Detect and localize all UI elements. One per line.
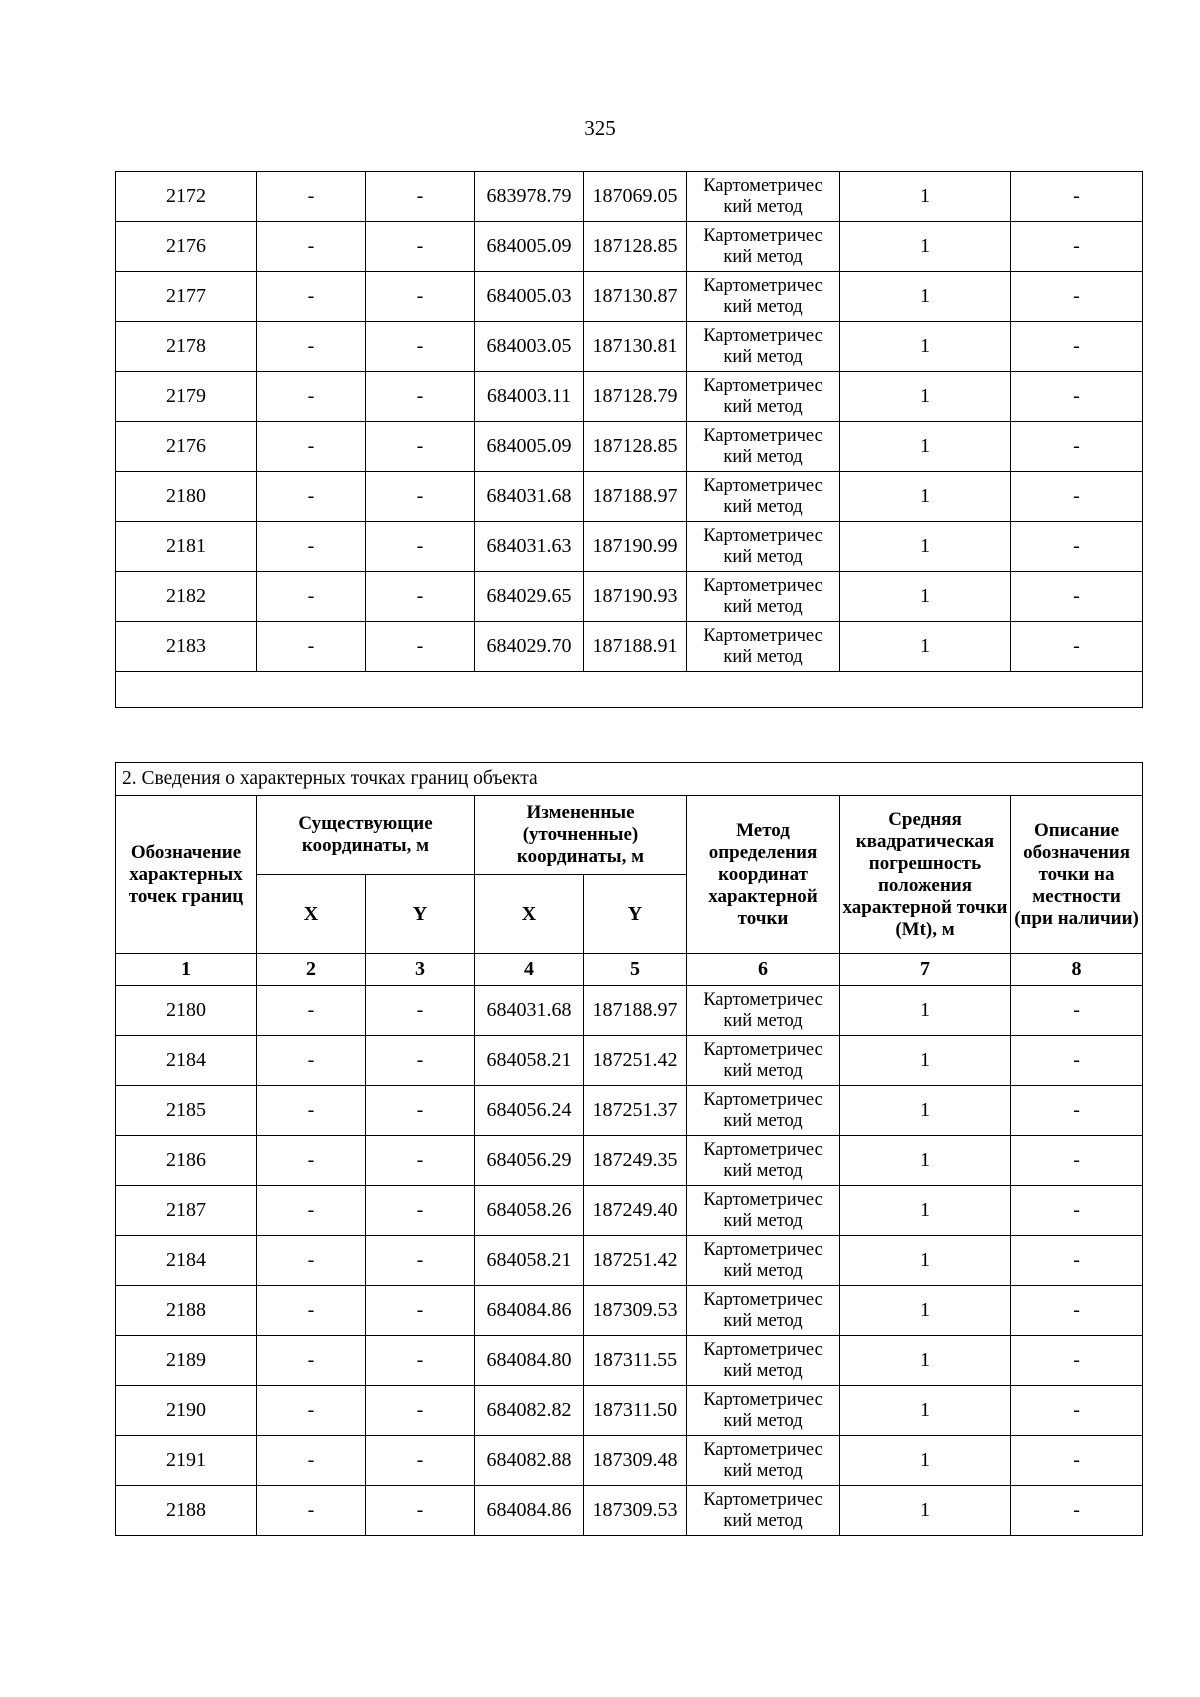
error-cell: 1 (840, 1036, 1011, 1086)
changed-x-cell: 684005.03 (475, 272, 584, 322)
method-cell: Картометричес кий метод (687, 1036, 840, 1086)
point-id-cell: 2182 (116, 572, 257, 622)
point-id-cell: 2188 (116, 1486, 257, 1536)
existing-x-cell: - (257, 572, 366, 622)
changed-y-cell: 187188.91 (584, 622, 687, 672)
method-cell: Картометричес кий метод (687, 572, 840, 622)
existing-y-cell: - (366, 1486, 475, 1536)
method-cell: Картометричес кий метод (687, 1236, 840, 1286)
error-cell: 1 (840, 222, 1011, 272)
table-row (116, 1286, 1143, 1336)
changed-x-cell: 684082.88 (475, 1436, 584, 1486)
error-cell: 1 (840, 322, 1011, 372)
changed-y-cell: 187251.37 (584, 1086, 687, 1136)
method-cell: Картометричес кий метод (687, 1386, 840, 1436)
changed-x-cell: 684031.68 (475, 986, 584, 1036)
description-cell: - (1011, 1136, 1143, 1186)
error-cell: 1 (840, 986, 1011, 1036)
table-row (116, 422, 1143, 472)
description-cell: - (1011, 522, 1143, 572)
description-cell: - (1011, 372, 1143, 422)
error-cell: 1 (840, 472, 1011, 522)
point-id-cell: 2186 (116, 1136, 257, 1186)
description-cell: - (1011, 322, 1143, 372)
changed-x-cell: 684031.68 (475, 472, 584, 522)
method-cell: Картометричес кий метод (687, 1186, 840, 1236)
column-number: 4 (475, 954, 584, 986)
table-row (116, 1036, 1143, 1086)
error-cell: 1 (840, 1336, 1011, 1386)
changed-y-cell: 187188.97 (584, 472, 687, 522)
changed-y-cell: 187128.79 (584, 372, 687, 422)
header-point-designation: Обозначение характерных точек границ (116, 796, 257, 954)
existing-y-cell: - (366, 1336, 475, 1386)
changed-y-cell: 187188.97 (584, 986, 687, 1036)
description-cell: - (1011, 422, 1143, 472)
existing-x-cell: - (257, 1386, 366, 1436)
existing-y-cell: - (366, 572, 475, 622)
existing-y-cell: - (366, 372, 475, 422)
column-number-row (116, 954, 1143, 986)
changed-x-cell: 684082.82 (475, 1386, 584, 1436)
error-cell: 1 (840, 272, 1011, 322)
existing-y-cell: - (366, 1436, 475, 1486)
method-cell: Картометричес кий метод (687, 372, 840, 422)
coordinates-table-continued (115, 171, 1143, 708)
description-cell: - (1011, 1336, 1143, 1386)
method-cell: Картометричес кий метод (687, 1286, 840, 1336)
description-cell: - (1011, 1286, 1143, 1336)
table-row (116, 272, 1143, 322)
point-id-cell: 2188 (116, 1286, 257, 1336)
table-row (116, 1236, 1143, 1286)
method-cell: Картометричес кий метод (687, 1086, 840, 1136)
point-id-cell: 2189 (116, 1336, 257, 1386)
point-id-cell: 2178 (116, 322, 257, 372)
changed-x-cell: 684056.29 (475, 1136, 584, 1186)
error-cell: 1 (840, 522, 1011, 572)
changed-x-cell: 683978.79 (475, 172, 584, 222)
boundary-points-table (115, 762, 1143, 1536)
description-cell: - (1011, 1086, 1143, 1136)
changed-x-cell: 684029.70 (475, 622, 584, 672)
description-cell: - (1011, 1036, 1143, 1086)
error-cell: 1 (840, 1436, 1011, 1486)
existing-x-cell: - (257, 1236, 366, 1286)
changed-y-cell: 187190.93 (584, 572, 687, 622)
method-cell: Картометричес кий метод (687, 1136, 840, 1186)
point-id-cell: 2176 (116, 422, 257, 472)
existing-y-cell: - (366, 522, 475, 572)
existing-x-cell: - (257, 1436, 366, 1486)
method-cell: Картометричес кий метод (687, 272, 840, 322)
changed-x-cell: 684003.11 (475, 372, 584, 422)
table-row (116, 372, 1143, 422)
changed-y-cell: 187311.50 (584, 1386, 687, 1436)
table-row (116, 622, 1143, 672)
changed-x-cell: 684005.09 (475, 222, 584, 272)
existing-y-cell: - (366, 1086, 475, 1136)
error-cell: 1 (840, 172, 1011, 222)
method-cell: Картометричес кий метод (687, 322, 840, 372)
column-number: 1 (116, 954, 257, 986)
description-cell: - (1011, 572, 1143, 622)
existing-x-cell: - (257, 222, 366, 272)
header-changed-y: Y (584, 875, 687, 954)
description-cell: - (1011, 172, 1143, 222)
changed-y-cell: 187309.48 (584, 1436, 687, 1486)
column-number: 5 (584, 954, 687, 986)
error-cell: 1 (840, 622, 1011, 672)
existing-x-cell: - (257, 1086, 366, 1136)
changed-x-cell: 684058.21 (475, 1036, 584, 1086)
changed-y-cell: 187311.55 (584, 1336, 687, 1386)
error-cell: 1 (840, 1136, 1011, 1186)
point-id-cell: 2181 (116, 522, 257, 572)
changed-x-cell: 684005.09 (475, 422, 584, 472)
changed-x-cell: 684084.86 (475, 1486, 584, 1536)
existing-x-cell: - (257, 522, 366, 572)
column-number: 6 (687, 954, 840, 986)
header-error: Средняя квадратическая погрешность положения характерной точки (Mt), м (840, 796, 1011, 954)
method-cell: Картометричес кий метод (687, 622, 840, 672)
error-cell: 1 (840, 1286, 1011, 1336)
method-cell: Картометричес кий метод (687, 222, 840, 272)
description-cell: - (1011, 1386, 1143, 1436)
method-cell: Картометричес кий метод (687, 1436, 840, 1486)
table-row (116, 522, 1143, 572)
error-cell: 1 (840, 372, 1011, 422)
error-cell: 1 (840, 572, 1011, 622)
point-id-cell: 2172 (116, 172, 257, 222)
existing-y-cell: - (366, 1286, 475, 1336)
existing-y-cell: - (366, 1136, 475, 1186)
point-id-cell: 2183 (116, 622, 257, 672)
existing-y-cell: - (366, 1186, 475, 1236)
changed-x-cell: 684003.05 (475, 322, 584, 372)
description-cell: - (1011, 1236, 1143, 1286)
existing-x-cell: - (257, 1286, 366, 1336)
changed-x-cell: 684084.86 (475, 1286, 584, 1336)
existing-x-cell: - (257, 272, 366, 322)
error-cell: 1 (840, 1186, 1011, 1236)
point-id-cell: 2187 (116, 1186, 257, 1236)
table-row (116, 1186, 1143, 1236)
column-number: 7 (840, 954, 1011, 986)
existing-x-cell: - (257, 422, 366, 472)
changed-x-cell: 684058.21 (475, 1236, 584, 1286)
table-row (116, 1086, 1143, 1136)
existing-x-cell: - (257, 1136, 366, 1186)
point-id-cell: 2177 (116, 272, 257, 322)
table-row (116, 222, 1143, 272)
existing-x-cell: - (257, 172, 366, 222)
header-row-1 (116, 796, 1143, 875)
existing-y-cell: - (366, 986, 475, 1036)
changed-y-cell: 187249.40 (584, 1186, 687, 1236)
existing-y-cell: - (366, 172, 475, 222)
table-row (116, 986, 1143, 1036)
existing-x-cell: - (257, 472, 366, 522)
existing-x-cell: - (257, 1036, 366, 1086)
existing-x-cell: - (257, 622, 366, 672)
error-cell: 1 (840, 1386, 1011, 1436)
table-row (116, 472, 1143, 522)
table-row (116, 1486, 1143, 1536)
changed-y-cell: 187130.87 (584, 272, 687, 322)
changed-y-cell: 187309.53 (584, 1486, 687, 1536)
existing-y-cell: - (366, 422, 475, 472)
changed-y-cell: 187128.85 (584, 222, 687, 272)
point-id-cell: 2184 (116, 1036, 257, 1086)
existing-y-cell: - (366, 272, 475, 322)
changed-y-cell: 187069.05 (584, 172, 687, 222)
header-existing-y: Y (366, 875, 475, 954)
existing-x-cell: - (257, 986, 366, 1036)
existing-y-cell: - (366, 322, 475, 372)
description-cell: - (1011, 272, 1143, 322)
changed-y-cell: 187251.42 (584, 1036, 687, 1086)
table-row (116, 322, 1143, 372)
existing-x-cell: - (257, 1336, 366, 1386)
existing-y-cell: - (366, 622, 475, 672)
description-cell: - (1011, 1486, 1143, 1536)
changed-y-cell: 187130.81 (584, 322, 687, 372)
existing-y-cell: - (366, 1236, 475, 1286)
existing-y-cell: - (366, 222, 475, 272)
description-cell: - (1011, 986, 1143, 1036)
table-row (116, 1136, 1143, 1186)
description-cell: - (1011, 1436, 1143, 1486)
point-id-cell: 2190 (116, 1386, 257, 1436)
table-row (116, 1386, 1143, 1436)
point-id-cell: 2176 (116, 222, 257, 272)
changed-x-cell: 684084.80 (475, 1336, 584, 1386)
changed-y-cell: 187190.99 (584, 522, 687, 572)
changed-x-cell: 684029.65 (475, 572, 584, 622)
error-cell: 1 (840, 1236, 1011, 1286)
section-title: 2. Сведения о характерных точках границ объекта (116, 763, 1143, 796)
description-cell: - (1011, 472, 1143, 522)
table-row (116, 1336, 1143, 1386)
method-cell: Картометричес кий метод (687, 422, 840, 472)
error-cell: 1 (840, 1086, 1011, 1136)
point-id-cell: 2185 (116, 1086, 257, 1136)
existing-x-cell: - (257, 1486, 366, 1536)
header-existing-coords: Существующие координаты, м (257, 796, 475, 875)
header-changed-x: X (475, 875, 584, 954)
table-row (116, 172, 1143, 222)
point-id-cell: 2184 (116, 1236, 257, 1286)
existing-x-cell: - (257, 372, 366, 422)
method-cell: Картометричес кий метод (687, 1486, 840, 1536)
changed-y-cell: 187251.42 (584, 1236, 687, 1286)
table-row (116, 572, 1143, 622)
existing-y-cell: - (366, 1036, 475, 1086)
existing-x-cell: - (257, 1186, 366, 1236)
column-number: 3 (366, 954, 475, 986)
table-row (116, 1436, 1143, 1486)
point-id-cell: 2180 (116, 986, 257, 1036)
empty-cell (116, 672, 1143, 708)
table-1-body (116, 172, 1143, 708)
changed-y-cell: 187309.53 (584, 1286, 687, 1336)
changed-y-cell: 187128.85 (584, 422, 687, 472)
changed-y-cell: 187249.35 (584, 1136, 687, 1186)
description-cell: - (1011, 1186, 1143, 1236)
method-cell: Картометричес кий метод (687, 1336, 840, 1386)
method-cell: Картометричес кий метод (687, 522, 840, 572)
changed-x-cell: 684056.24 (475, 1086, 584, 1136)
existing-y-cell: - (366, 1386, 475, 1436)
table-1-empty-row (116, 672, 1143, 708)
method-cell: Картометричес кий метод (687, 472, 840, 522)
existing-y-cell: - (366, 472, 475, 522)
existing-x-cell: - (257, 322, 366, 372)
page-number: 325 (584, 116, 616, 140)
description-cell: - (1011, 622, 1143, 672)
method-cell: Картометричес кий метод (687, 986, 840, 1036)
header-changed-coords: Измененные (уточненные) координаты, м (475, 796, 687, 875)
header-method: Метод определения координат характерной точки (687, 796, 840, 954)
table-2-body (116, 986, 1143, 1536)
point-id-cell: 2179 (116, 372, 257, 422)
description-cell: - (1011, 222, 1143, 272)
point-id-cell: 2180 (116, 472, 257, 522)
column-number: 8 (1011, 954, 1143, 986)
header-description: Описание обозначения точки на местности (при наличии) (1011, 796, 1143, 954)
error-cell: 1 (840, 422, 1011, 472)
column-number: 2 (257, 954, 366, 986)
method-cell: Картометричес кий метод (687, 172, 840, 222)
error-cell: 1 (840, 1486, 1011, 1536)
changed-x-cell: 684031.63 (475, 522, 584, 572)
section-title-row (116, 763, 1143, 796)
header-existing-x: X (257, 875, 366, 954)
point-id-cell: 2191 (116, 1436, 257, 1486)
changed-x-cell: 684058.26 (475, 1186, 584, 1236)
